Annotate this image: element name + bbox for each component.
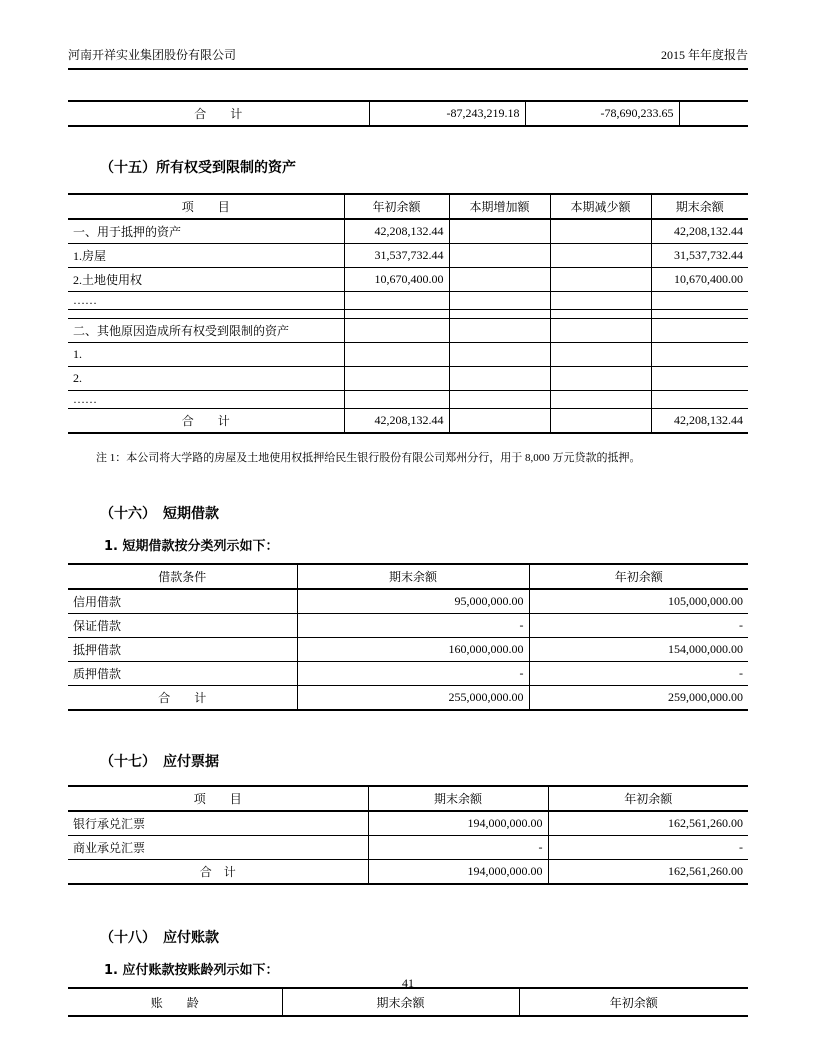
value-cell [449,310,550,319]
row-label-cell: 合 计 [68,101,369,126]
column-header: 本期增加额 [449,194,550,219]
row-label-cell [68,310,344,319]
summary-total-table [68,100,748,127]
column-header: 项 目 [68,786,368,811]
table-row [68,811,748,836]
table-row [68,589,748,614]
table-header-row [68,564,748,589]
value-cell [449,391,550,409]
table-row [68,268,748,292]
column-header: 期末余额 [368,786,548,811]
value-cell [449,292,550,310]
value-cell [651,391,748,409]
table-row [68,292,748,310]
value-cell [679,101,748,126]
table-row [68,836,748,860]
row-label-cell: 商业承兑汇票 [68,836,368,860]
value-cell: -87,243,219.18 [369,101,525,126]
value-cell [449,244,550,268]
subsection-title-16-1: 1. 短期借款按分类列示如下： [104,539,279,554]
table-row [68,391,748,409]
subsection-title-18-1: 1. 应付账款按账龄列示如下： [104,963,279,978]
value-cell [550,244,651,268]
table-row [68,101,748,126]
value-cell [344,310,449,319]
value-cell [449,219,550,244]
table-header-row [68,786,748,811]
value-cell: 42,208,132.44 [344,219,449,244]
row-label-cell: 二、其他原因造成所有权受到限制的资产 [68,319,344,343]
table-row [68,662,748,686]
value-cell: 162,561,260.00 [548,860,748,885]
value-cell [651,367,748,391]
page-number: 41 [402,976,414,990]
value-cell: 42,208,132.44 [344,409,449,434]
row-label-cell: 2. [68,367,344,391]
value-cell: - [297,614,529,638]
value-cell: 255,000,000.00 [297,686,529,711]
value-cell: 10,670,400.00 [651,268,748,292]
value-cell [449,367,550,391]
row-label-cell: 银行承兑汇票 [68,811,368,836]
value-cell [550,409,651,434]
value-cell: - [368,836,548,860]
value-cell: 31,537,732.44 [344,244,449,268]
table-row [68,367,748,391]
row-label-cell: 合 计 [68,409,344,434]
value-cell [550,268,651,292]
table-row [68,638,748,662]
value-cell [449,343,550,367]
column-header: 年初余额 [344,194,449,219]
column-header: 年初余额 [519,988,748,1016]
table-total-row [68,409,748,434]
table-row [68,244,748,268]
value-cell [344,292,449,310]
value-cell: 259,000,000.00 [529,686,748,711]
column-header: 账 龄 [68,988,282,1016]
column-header: 本期减少额 [550,194,651,219]
row-label-cell: 1.房屋 [68,244,344,268]
restricted-assets-table [68,193,748,434]
value-cell [651,343,748,367]
table-total-row [68,686,748,711]
header-report-title: 2015 年年度报告 [660,48,748,62]
value-cell [651,319,748,343]
header-company-name: 河南开祥实业集团股份有限公司 [68,48,237,62]
table-total-row [68,860,748,885]
value-cell [550,292,651,310]
row-label-cell: 1. [68,343,344,367]
row-label-cell: 合 计 [68,860,368,885]
row-label-cell: 质押借款 [68,662,297,686]
notes-payable-table [68,785,748,885]
row-label-cell: 信用借款 [68,589,297,614]
row-label-cell: 一、用于抵押的资产 [68,219,344,244]
value-cell [550,391,651,409]
value-cell: 105,000,000.00 [529,589,748,614]
value-cell [449,409,550,434]
table-row [68,219,748,244]
value-cell: 194,000,000.00 [368,811,548,836]
section-title-15: （十五）所有权受到限制的资产 [100,160,296,176]
table-header-row [68,194,748,219]
row-label-cell: 合 计 [68,686,297,711]
value-cell: 162,561,260.00 [548,811,748,836]
column-header: 期末余额 [297,564,529,589]
row-label-cell: …… [68,391,344,409]
value-cell: 154,000,000.00 [529,638,748,662]
value-cell: - [529,614,748,638]
value-cell: - [529,662,748,686]
value-cell [344,343,449,367]
value-cell [550,343,651,367]
table-row [68,614,748,638]
value-cell: 31,537,732.44 [651,244,748,268]
section-title-17: （十七） 应付票据 [100,754,219,770]
value-cell [550,319,651,343]
column-header: 借款条件 [68,564,297,589]
row-label-cell: 保证借款 [68,614,297,638]
value-cell [550,310,651,319]
value-cell: - [297,662,529,686]
value-cell: 194,000,000.00 [368,860,548,885]
value-cell [344,319,449,343]
value-cell [550,367,651,391]
table-header-row [68,988,748,1016]
table-row [68,343,748,367]
page-header [68,46,748,70]
value-cell [550,219,651,244]
column-header: 期末余额 [282,988,519,1016]
section-title-16: （十六） 短期借款 [100,506,219,522]
value-cell [651,310,748,319]
value-cell: 95,000,000.00 [297,589,529,614]
value-cell: 10,670,400.00 [344,268,449,292]
value-cell [651,292,748,310]
row-label-cell: …… [68,292,344,310]
accounts-payable-table [68,987,748,1017]
short-term-loans-table [68,563,748,711]
column-header: 项 目 [68,194,344,219]
value-cell: -78,690,233.65 [525,101,679,126]
column-header: 年初余额 [529,564,748,589]
value-cell [344,391,449,409]
value-cell [449,319,550,343]
value-cell: 42,208,132.44 [651,409,748,434]
value-cell [344,367,449,391]
value-cell: 160,000,000.00 [297,638,529,662]
value-cell: - [548,836,748,860]
table-row [68,319,748,343]
section-title-18: （十八） 应付账款 [100,930,219,946]
column-header: 期末余额 [651,194,748,219]
row-label-cell: 2.土地使用权 [68,268,344,292]
footnote: 注 1：本公司将大学路的房屋及土地使用权抵押给民生银行股份有限公司郑州分行，用于 8,000 万元贷款的抵押。 [96,452,641,464]
value-cell [449,268,550,292]
table-row [68,310,748,319]
value-cell: 42,208,132.44 [651,219,748,244]
column-header: 年初余额 [548,786,748,811]
row-label-cell: 抵押借款 [68,638,297,662]
